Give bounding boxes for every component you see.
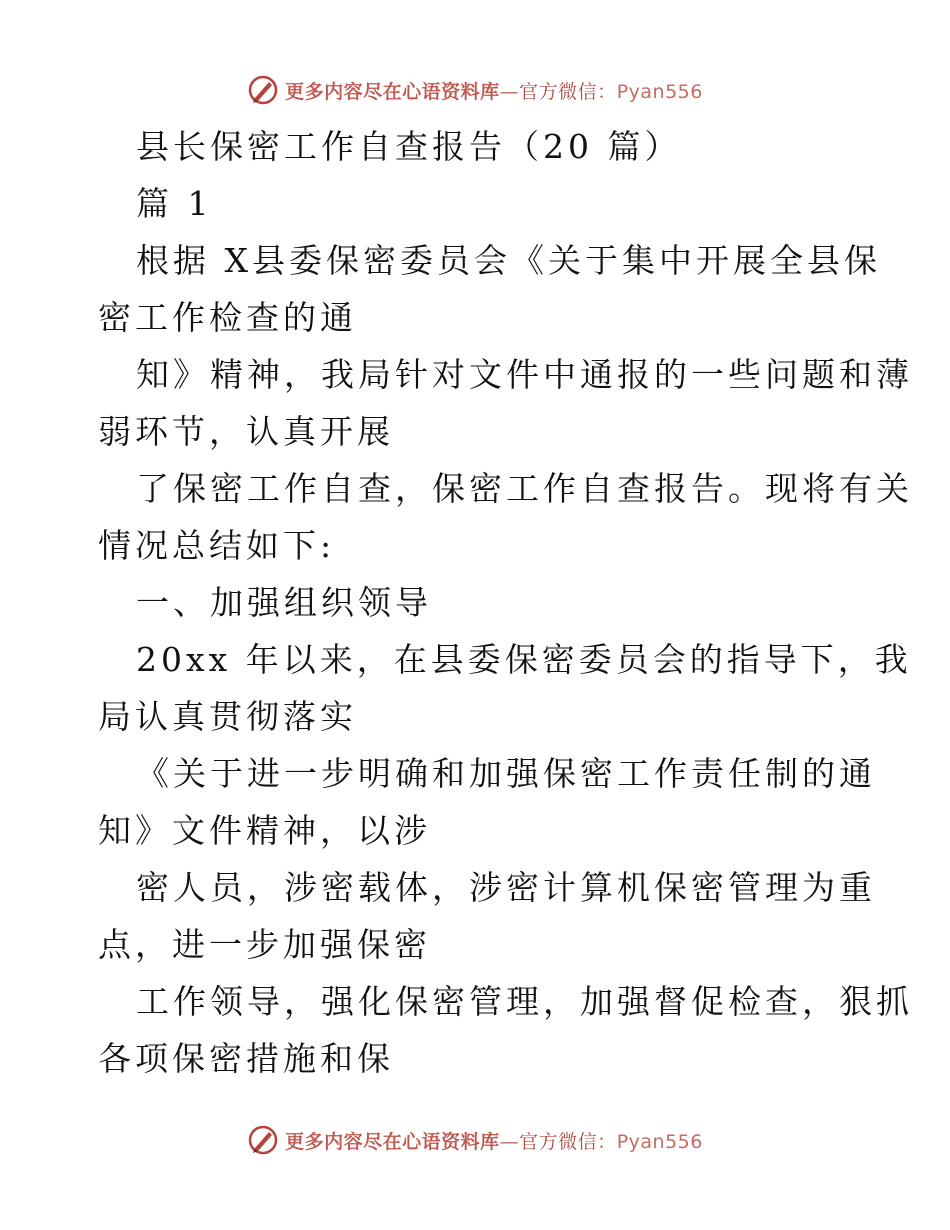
paragraph-line: 《关于进一步明确和加强保密工作责任制的通: [136, 754, 876, 793]
header-wechat-id: Pyan556: [616, 80, 703, 103]
pen-logo-icon: [247, 74, 279, 106]
footer-text: [285, 1127, 703, 1154]
paragraph-line: 点，进一步加强保密: [98, 925, 431, 964]
paragraph-line: 20xx 年以来，在县委保密委员会的指导下，我: [136, 640, 912, 679]
paragraph-line: 局认真贯彻落实: [98, 697, 357, 736]
paragraph-line: 了保密工作自查，保密工作自查报告。现将有关: [136, 469, 913, 508]
paragraph-line: 工作领导，强化保密管理，加强督促检查，狠抓: [136, 982, 913, 1021]
footer-wechat-label: 官方微信：: [519, 1130, 617, 1153]
footer-wechat-id: Pyan556: [616, 1130, 703, 1153]
paragraph-line: 密人员，涉密载体，涉密计算机保密管理为重: [136, 868, 876, 907]
pen-logo-icon: [247, 1124, 279, 1156]
paragraph-line: 弱环节，认真开展: [98, 412, 394, 451]
header-text: [285, 77, 703, 104]
section-heading: 篇 1: [136, 184, 213, 223]
header-site-text: 更多内容尽在心语资料库: [285, 80, 500, 103]
paragraph-line: 密工作检查的通: [98, 298, 357, 337]
paragraph-line: 情况总结如下:: [98, 526, 336, 565]
document-body: [98, 118, 913, 1087]
header-banner: [0, 68, 950, 112]
subsection-heading: 一、加强组织领导: [136, 583, 432, 622]
document-title: 县长保密工作自查报告（20 篇）: [136, 127, 682, 166]
footer-banner: [0, 1118, 950, 1162]
footer-site-text: 更多内容尽在心语资料库: [285, 1130, 500, 1153]
paragraph-line: 知》精神，我局针对文件中通报的一些问题和薄: [136, 355, 913, 394]
paragraph-line: 根据 X县委保密委员会《关于集中开展全县保: [136, 241, 881, 280]
paragraph-line: 知》文件精神，以涉: [98, 811, 431, 850]
footer-dash: —: [499, 1130, 520, 1153]
header-wechat-label: 官方微信：: [519, 80, 617, 103]
header-dash: —: [499, 80, 520, 103]
paragraph-line: 各项保密措施和保: [98, 1039, 394, 1078]
